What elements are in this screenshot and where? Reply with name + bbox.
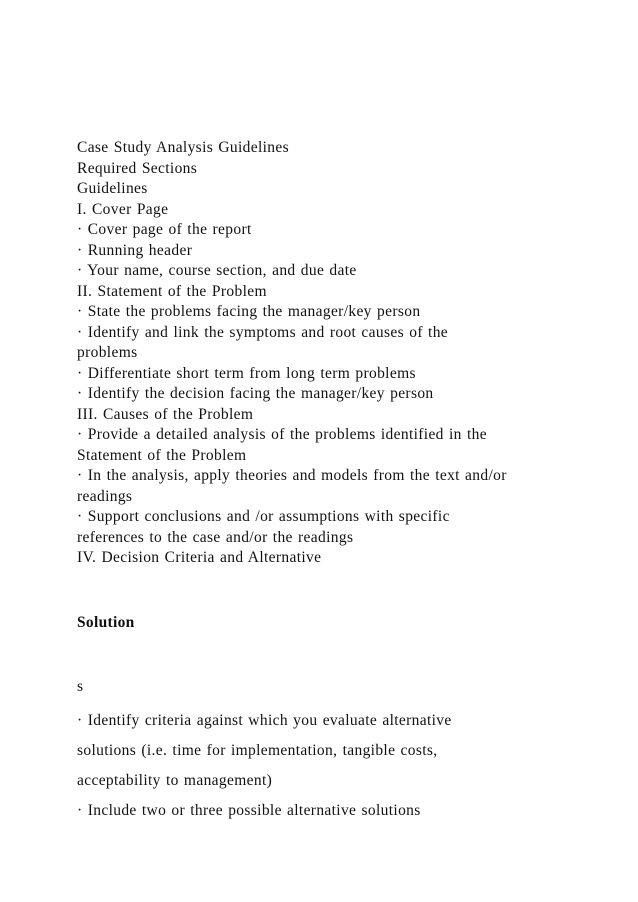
bullet-identify-criteria-cont-2: acceptability to management)	[77, 772, 273, 789]
guidelines-text-block	[77, 138, 597, 569]
bullet-identify-decision: · Identify the decision facing the manager/key person	[77, 385, 434, 402]
bullet-cover-page-report: · Cover page of the report	[77, 221, 252, 238]
section-statement-of-problem: II. Statement of the Problem	[77, 282, 267, 300]
solutions-text-block	[77, 706, 597, 826]
bullet-detailed-analysis-cont: Statement of the Problem	[77, 446, 247, 464]
solution-suffix-line: s	[77, 678, 84, 695]
bullet-include-alternatives: · Include two or three possible alternative solutions	[77, 802, 421, 819]
bullet-identify-symptoms-cont: problems	[77, 344, 138, 361]
bullet-support-conclusions-cont: references to the case and/or the readings	[77, 528, 354, 546]
section-decision-criteria: IV. Decision Criteria and Alternative	[77, 549, 322, 566]
bullet-name-course-date: · Your name, course section, and due date	[77, 262, 357, 279]
bullet-identify-criteria-cont-1: solutions (i.e. time for implementation, tangible costs,	[77, 742, 438, 759]
bullet-differentiate: · Differentiate short term from long term problems	[77, 364, 416, 382]
guidelines-line: Guidelines	[77, 180, 148, 197]
bullet-support-conclusions: · Support conclusions and /or assumptions with specific	[77, 508, 450, 525]
section-cover-page: I. Cover Page	[77, 200, 169, 218]
bullet-apply-theories: · In the analysis, apply theories and models from the text and/or	[77, 467, 507, 484]
section-causes-of-problem: III. Causes of the Problem	[77, 405, 254, 423]
bullet-state-problems: · State the problems facing the manager/key person	[77, 303, 421, 320]
bullet-detailed-analysis: · Provide a detailed analysis of the problems identified in the	[77, 426, 487, 443]
bullet-apply-theories-cont: readings	[77, 487, 133, 505]
solution-heading: Solution	[77, 614, 135, 631]
required-sections-line: Required Sections	[77, 159, 198, 177]
document-title: Case Study Analysis Guidelines	[77, 139, 289, 156]
bullet-running-header: · Running header	[77, 241, 193, 259]
bullet-identify-symptoms: · Identify and link the symptoms and root causes of the	[77, 323, 449, 341]
bullet-identify-criteria: · Identify criteria against which you evaluate alternative	[77, 712, 452, 729]
